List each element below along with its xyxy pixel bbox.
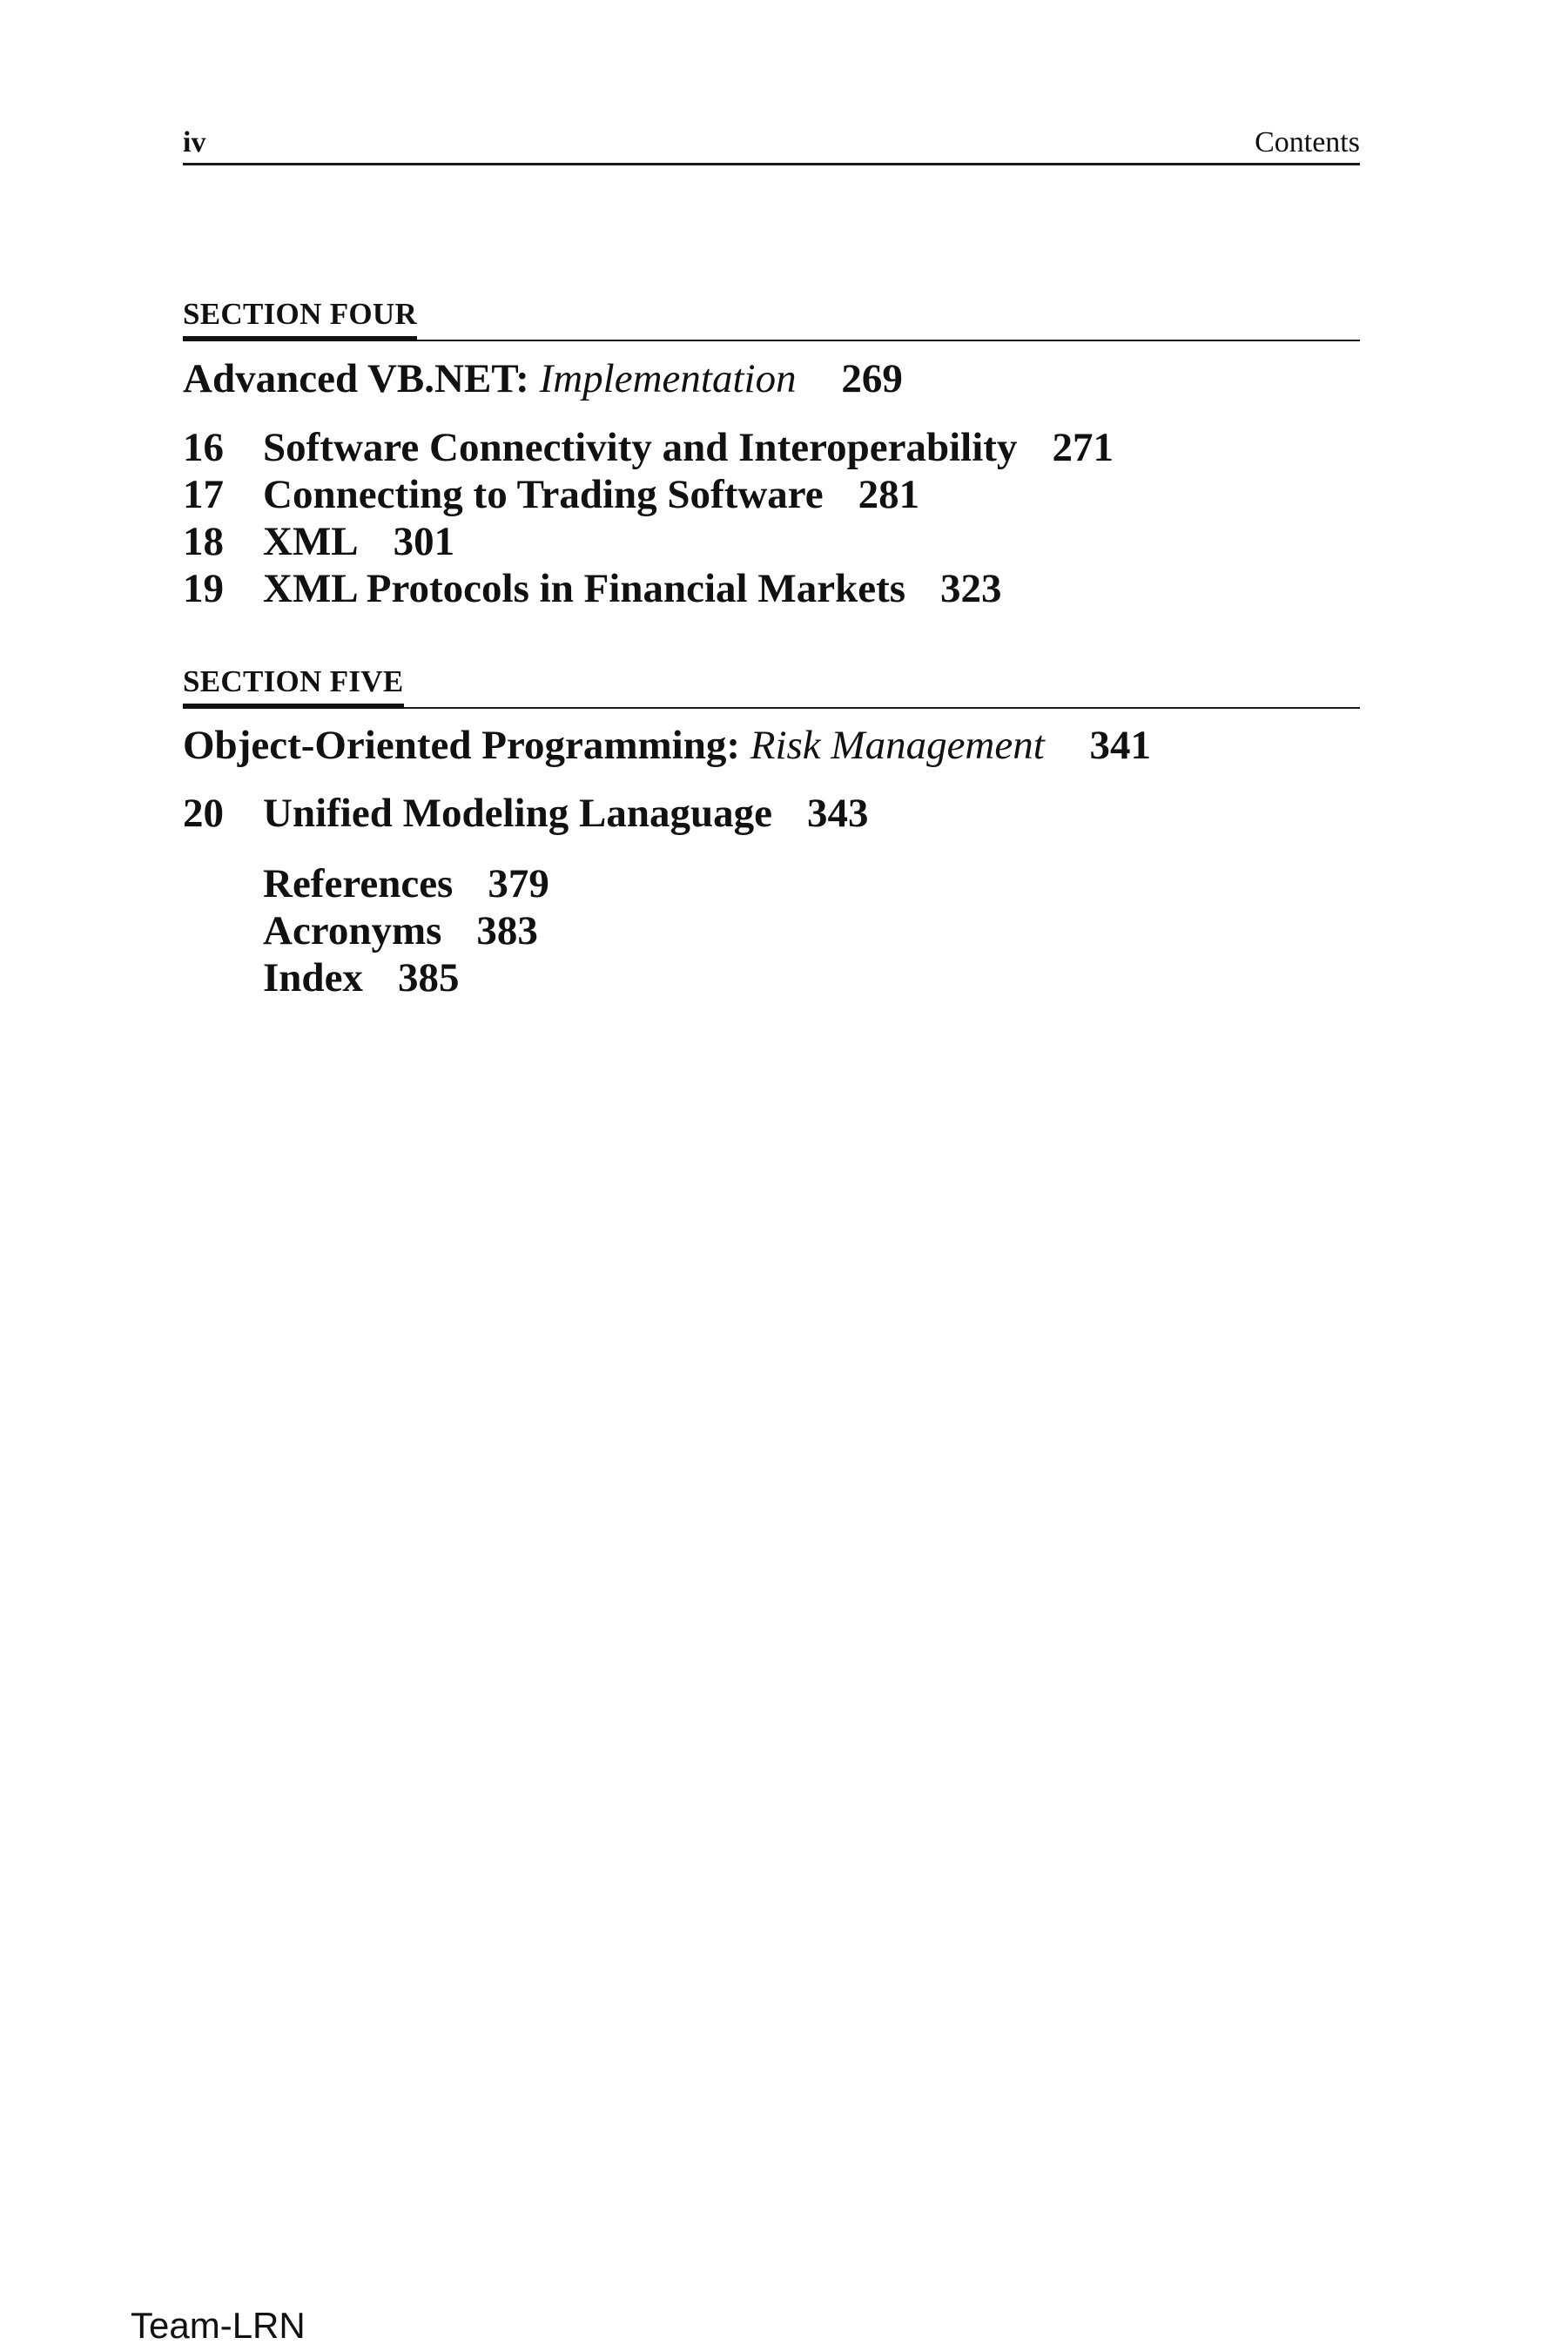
- section-four-title: [183, 356, 903, 401]
- chapter-number: 20: [183, 791, 224, 836]
- section-four-label: SECTION FOUR: [183, 299, 417, 341]
- chapter-19-entry[interactable]: [183, 565, 1114, 612]
- section-five-label-row: [183, 664, 1360, 709]
- page-folio: iv: [183, 126, 206, 158]
- running-header: [183, 125, 1360, 165]
- chapter-17-entry[interactable]: [183, 471, 1114, 518]
- back-matter-title: References: [263, 861, 454, 906]
- section-four-title-italic: Implementation: [539, 356, 797, 401]
- acronyms-entry[interactable]: [263, 907, 549, 954]
- section-five-title-italic: Risk Management: [750, 723, 1045, 768]
- index-entry[interactable]: [263, 954, 549, 1001]
- references-entry[interactable]: [263, 860, 549, 907]
- chapter-16-entry[interactable]: [183, 424, 1114, 471]
- chapter-page: 281: [858, 472, 920, 517]
- section-five-title-main: Object-Oriented Programming:: [183, 723, 740, 768]
- back-matter-title: Index: [263, 955, 363, 1000]
- running-title: Contents: [1255, 126, 1360, 158]
- back-matter-page: 383: [476, 908, 538, 953]
- section-four-chapter-list: [183, 424, 1114, 612]
- chapter-title: Software Connectivity and Interoperability: [263, 425, 1018, 470]
- back-matter-title: Acronyms: [263, 908, 442, 953]
- chapter-title: XML Protocols in Financial Markets: [263, 566, 906, 611]
- back-matter-page: 379: [488, 861, 549, 906]
- team-lrn-mark: Team-LRN: [131, 2305, 306, 2346]
- chapter-page: 343: [806, 791, 869, 836]
- chapter-number: 16: [183, 425, 224, 470]
- back-matter-list: [263, 860, 549, 1001]
- chapter-20-entry[interactable]: [183, 790, 868, 837]
- back-matter-page: 385: [397, 955, 460, 1000]
- chapter-page: 323: [940, 566, 1002, 611]
- section-four-label-row: [183, 296, 1360, 341]
- section-four-title-main: Advanced VB.NET:: [183, 356, 529, 401]
- section-five-chapter-list: [183, 790, 868, 837]
- section-five-label: SECTION FIVE: [183, 666, 404, 709]
- chapter-title: Connecting to Trading Software: [263, 472, 824, 517]
- chapter-title: XML: [263, 519, 359, 564]
- chapter-title: Unified Modeling Lanaguage: [263, 791, 772, 836]
- chapter-number: 19: [183, 566, 224, 611]
- section-four-page: 269: [841, 356, 903, 401]
- section-five-title: [183, 725, 1151, 766]
- chapter-page: 301: [393, 519, 455, 564]
- section-five-page: 341: [1089, 723, 1152, 768]
- chapter-number: 17: [183, 472, 224, 517]
- chapter-18-entry[interactable]: [183, 518, 1114, 565]
- chapter-page: 271: [1052, 425, 1114, 470]
- chapter-number: 18: [183, 519, 224, 564]
